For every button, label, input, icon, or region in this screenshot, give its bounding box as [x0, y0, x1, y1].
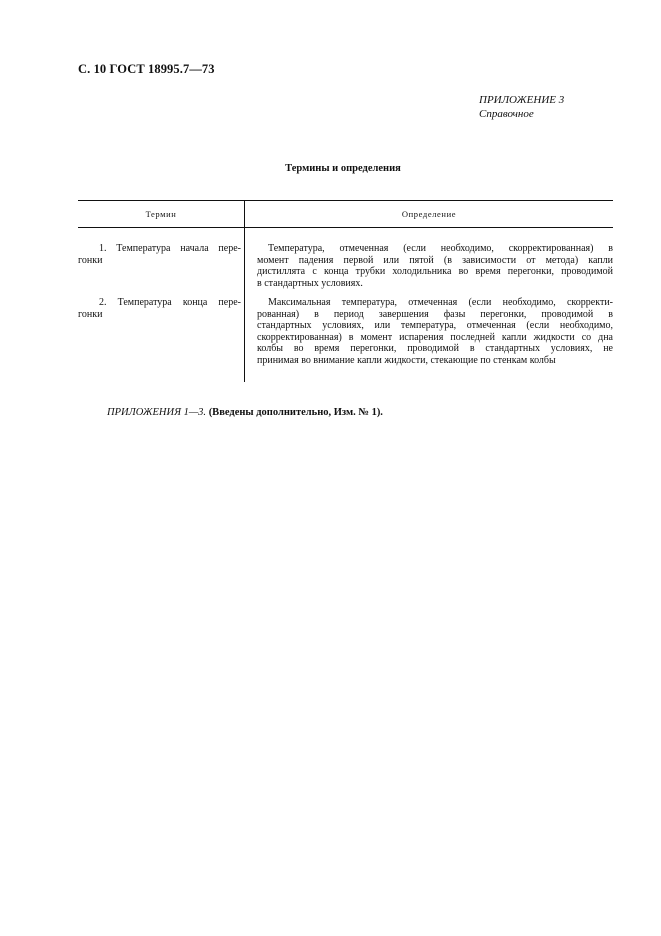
- definition-line: дистиллята с конца трубки холодильника во время перегонки, проводимой: [257, 266, 613, 277]
- term-cell: [78, 243, 241, 266]
- footnote: [107, 407, 383, 418]
- definition-line: колбы во время перегонки, проводимой в стандартных условиях, не: [257, 343, 613, 354]
- table-top-rule: [78, 200, 613, 201]
- appendix-label: [479, 93, 609, 121]
- section-title: Термины и определения: [285, 163, 401, 174]
- definition-line: Температура, отмеченная (если необходимо, скорректированная) в: [268, 243, 613, 254]
- definition-line: принимая во внимание капли жидкости, стекающие по стенкам колбы: [257, 354, 556, 366]
- definition-line: Максимальная температура, отмеченная (если необходимо, скорректи-: [268, 297, 613, 308]
- term-line: гонки: [78, 254, 103, 266]
- term-line: гонки: [78, 308, 103, 320]
- definition-line: стандартных условиях, или температура, отмеченная (если необходимо,: [257, 320, 613, 331]
- column-divider: [244, 200, 245, 382]
- appendix-subtitle: Справочное: [479, 108, 534, 120]
- definition-line: скорректированная) в момент испарения последней капли жидкости со дна: [257, 331, 613, 343]
- term-cell: [78, 297, 241, 320]
- footnote-label: ПРИЛОЖЕНИЯ 1—3.: [107, 407, 207, 418]
- term-line: 1. Температура начала пере-: [99, 243, 241, 254]
- terms-table: [78, 200, 613, 382]
- definition-cell: [257, 243, 613, 289]
- term-line: 2. Температура конца пере-: [99, 297, 241, 308]
- table-header-rule: [78, 227, 613, 228]
- footnote-text: (Введены дополнительно, Изм. № 1).: [208, 407, 383, 418]
- definition-cell: [257, 297, 613, 366]
- column-header-definition: Определение: [401, 209, 457, 219]
- appendix-title: ПРИЛОЖЕНИЕ 3: [479, 94, 565, 106]
- definition-line: момент падения первой или пятой (в зависимости от метода) капли: [257, 254, 613, 266]
- page-header: С. 10 ГОСТ 18995.7—73: [78, 62, 215, 76]
- definition-line: в стандартных условиях.: [257, 277, 363, 289]
- column-header-term: Термин: [145, 209, 177, 219]
- definition-line: рованная) в период завершения фазы перегонки, проводимой в: [257, 308, 613, 320]
